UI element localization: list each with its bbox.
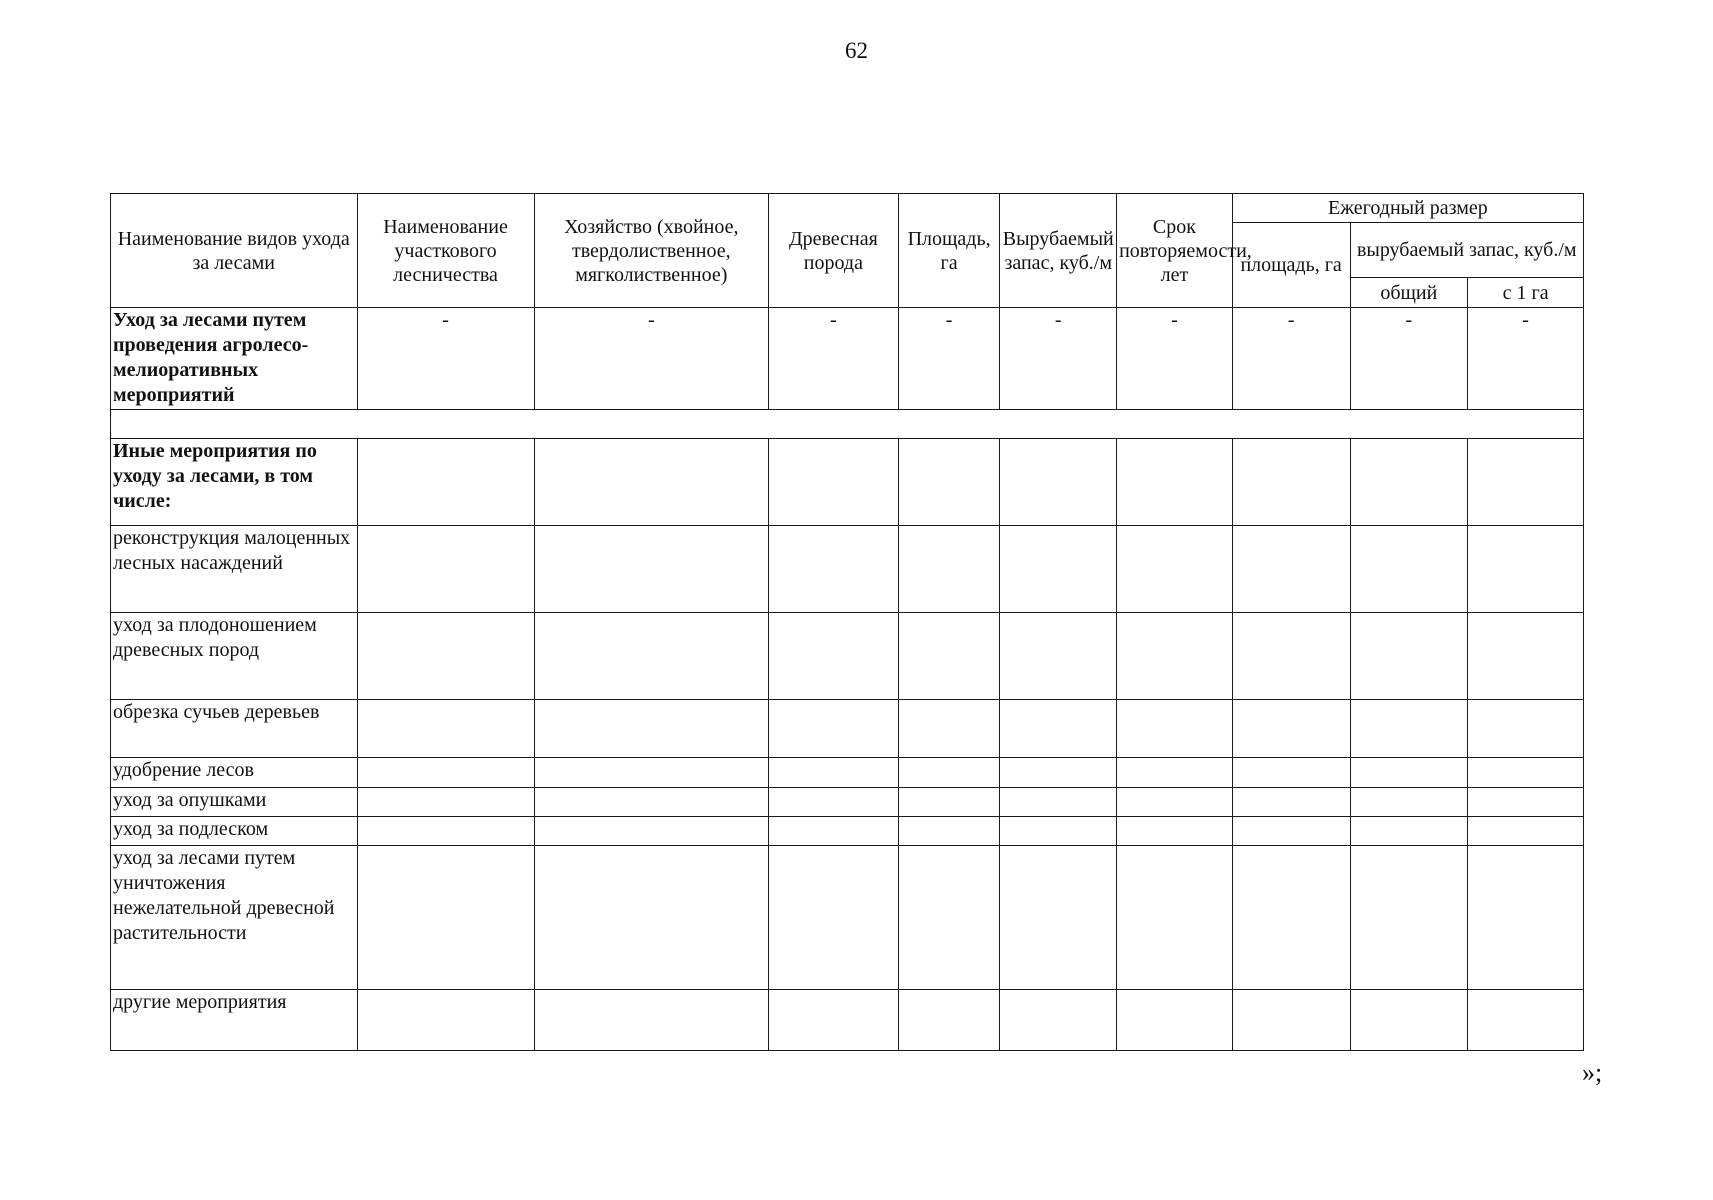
row-label: уход за плодоношением древесных пород <box>111 613 358 700</box>
header-annual: Ежегодный размер <box>1232 194 1583 223</box>
table-cell <box>1350 846 1468 990</box>
header-annual-total: общий <box>1350 278 1468 308</box>
table-cell <box>1232 817 1350 846</box>
table-row <box>111 526 1584 613</box>
table-cell <box>1468 990 1584 1051</box>
table-cell <box>898 990 1000 1051</box>
table-cell <box>1468 788 1584 817</box>
header-annual-per-ha: с 1 га <box>1468 278 1584 308</box>
table-row-spacer <box>111 410 1584 439</box>
table-cell <box>769 700 899 758</box>
table-cell <box>1350 700 1468 758</box>
table-cell <box>1468 700 1584 758</box>
table-cell <box>1117 700 1233 758</box>
table-cell <box>357 526 534 613</box>
table-cell <box>898 700 1000 758</box>
table-cell: - <box>1117 308 1233 410</box>
table-cell <box>357 758 534 788</box>
table-cell: - <box>534 308 768 410</box>
header-stock: Вырубаемый запас, куб./м <box>1000 194 1117 308</box>
table-cell <box>357 613 534 700</box>
header-area: Площадь, га <box>898 194 1000 308</box>
table-row <box>111 990 1584 1051</box>
header-forestry: Наименование участкового лесничества <box>357 194 534 308</box>
row-label: уход за лесами путем уничтожения нежелательной древесной растительности <box>111 846 358 990</box>
table-cell <box>1000 846 1117 990</box>
table-cell: - <box>1350 308 1468 410</box>
header-annual-area: площадь, га <box>1232 223 1350 308</box>
table-cell <box>1117 846 1233 990</box>
table-cell <box>1350 788 1468 817</box>
table-cell <box>1232 990 1350 1051</box>
table-cell <box>1468 439 1584 526</box>
header-economy: Хозяйство (хвойное, твердолиственное, мягколиственное) <box>534 194 768 308</box>
table-cell <box>769 439 899 526</box>
forest-care-table <box>110 193 1584 1051</box>
table-cell <box>357 846 534 990</box>
table-cell <box>1117 439 1233 526</box>
table-cell <box>534 990 768 1051</box>
table-header <box>111 194 1584 308</box>
table-cell <box>1232 846 1350 990</box>
table-row-other <box>111 439 1584 526</box>
row-label-agro: Уход за лесами путем проведения агролесо-мелиоративных мероприятий <box>111 308 358 410</box>
table-cell <box>1350 817 1468 846</box>
table-cell: - <box>898 308 1000 410</box>
table-cell <box>534 526 768 613</box>
table-row <box>111 613 1584 700</box>
table-cell <box>1350 613 1468 700</box>
row-label: другие мероприятия <box>111 990 358 1051</box>
table-cell <box>769 758 899 788</box>
table-cell <box>1000 526 1117 613</box>
table-cell <box>1350 990 1468 1051</box>
table-cell <box>769 526 899 613</box>
table-cell <box>1232 439 1350 526</box>
table-cell <box>534 700 768 758</box>
table-cell <box>534 817 768 846</box>
table-cell <box>534 439 768 526</box>
table-cell <box>357 439 534 526</box>
table-cell: - <box>769 308 899 410</box>
table-cell <box>1468 613 1584 700</box>
row-label-other: Иные мероприятия по уходу за лесами, в том числе: <box>111 439 358 526</box>
row-label: обрезка сучьев деревьев <box>111 700 358 758</box>
header-annual-stock: вырубаемый запас, куб./м <box>1350 223 1584 278</box>
table-cell <box>534 846 768 990</box>
table-row <box>111 758 1584 788</box>
table-cell <box>1000 439 1117 526</box>
table-cell <box>769 788 899 817</box>
table-cell: - <box>1232 308 1350 410</box>
table-cell <box>534 613 768 700</box>
table-row <box>111 817 1584 846</box>
table-cell <box>1000 817 1117 846</box>
table-cell <box>1000 758 1117 788</box>
table-cell <box>1232 526 1350 613</box>
table-cell <box>1350 526 1468 613</box>
table-cell <box>1468 817 1584 846</box>
table-cell <box>1000 700 1117 758</box>
table-cell <box>898 788 1000 817</box>
table-cell: - <box>1468 308 1584 410</box>
table-cell <box>769 990 899 1051</box>
table-cell <box>898 439 1000 526</box>
table-cell <box>357 990 534 1051</box>
table-cell <box>1117 526 1233 613</box>
table-cell <box>1468 758 1584 788</box>
table-cell <box>1232 758 1350 788</box>
table-cell: - <box>1000 308 1117 410</box>
table-cell <box>357 817 534 846</box>
table-cell <box>898 613 1000 700</box>
table-cell <box>1000 990 1117 1051</box>
table-cell <box>898 846 1000 990</box>
header-period: Срок повторяемости, лет <box>1117 194 1233 308</box>
table-row <box>111 846 1584 990</box>
table-cell <box>898 526 1000 613</box>
table-cell <box>769 817 899 846</box>
table-cell <box>1232 700 1350 758</box>
table-cell <box>1117 613 1233 700</box>
table-cell <box>534 758 768 788</box>
table-cell: - <box>357 308 534 410</box>
table-cell <box>534 788 768 817</box>
table-cell <box>1117 990 1233 1051</box>
closing-quote-mark: »; <box>1582 1058 1603 1087</box>
row-label: уход за опушками <box>111 788 358 817</box>
header-kind: Наименование видов ухода за лесами <box>111 194 358 308</box>
row-label: реконструкция малоценных лесных насаждений <box>111 526 358 613</box>
header-species: Древесная порода <box>769 194 899 308</box>
table-cell <box>1468 526 1584 613</box>
row-label: уход за подлеском <box>111 817 358 846</box>
table-cell <box>1117 788 1233 817</box>
table-cell <box>1232 613 1350 700</box>
table-cell <box>1468 846 1584 990</box>
table-cell <box>1350 758 1468 788</box>
table-cell <box>1117 758 1233 788</box>
table-cell <box>357 788 534 817</box>
table-cell <box>1117 817 1233 846</box>
table-row <box>111 788 1584 817</box>
table-cell <box>769 846 899 990</box>
table-cell <box>769 613 899 700</box>
table-cell <box>898 817 1000 846</box>
row-label: удобрение лесов <box>111 758 358 788</box>
table-cell <box>1232 788 1350 817</box>
spacer-cell <box>111 410 1584 439</box>
table-cell <box>1350 439 1468 526</box>
table-cell <box>357 700 534 758</box>
table-row-agro <box>111 308 1584 410</box>
page-number: 62 <box>845 38 868 63</box>
table-cell <box>898 758 1000 788</box>
table-cell <box>1000 788 1117 817</box>
table-row <box>111 700 1584 758</box>
table-cell <box>1000 613 1117 700</box>
